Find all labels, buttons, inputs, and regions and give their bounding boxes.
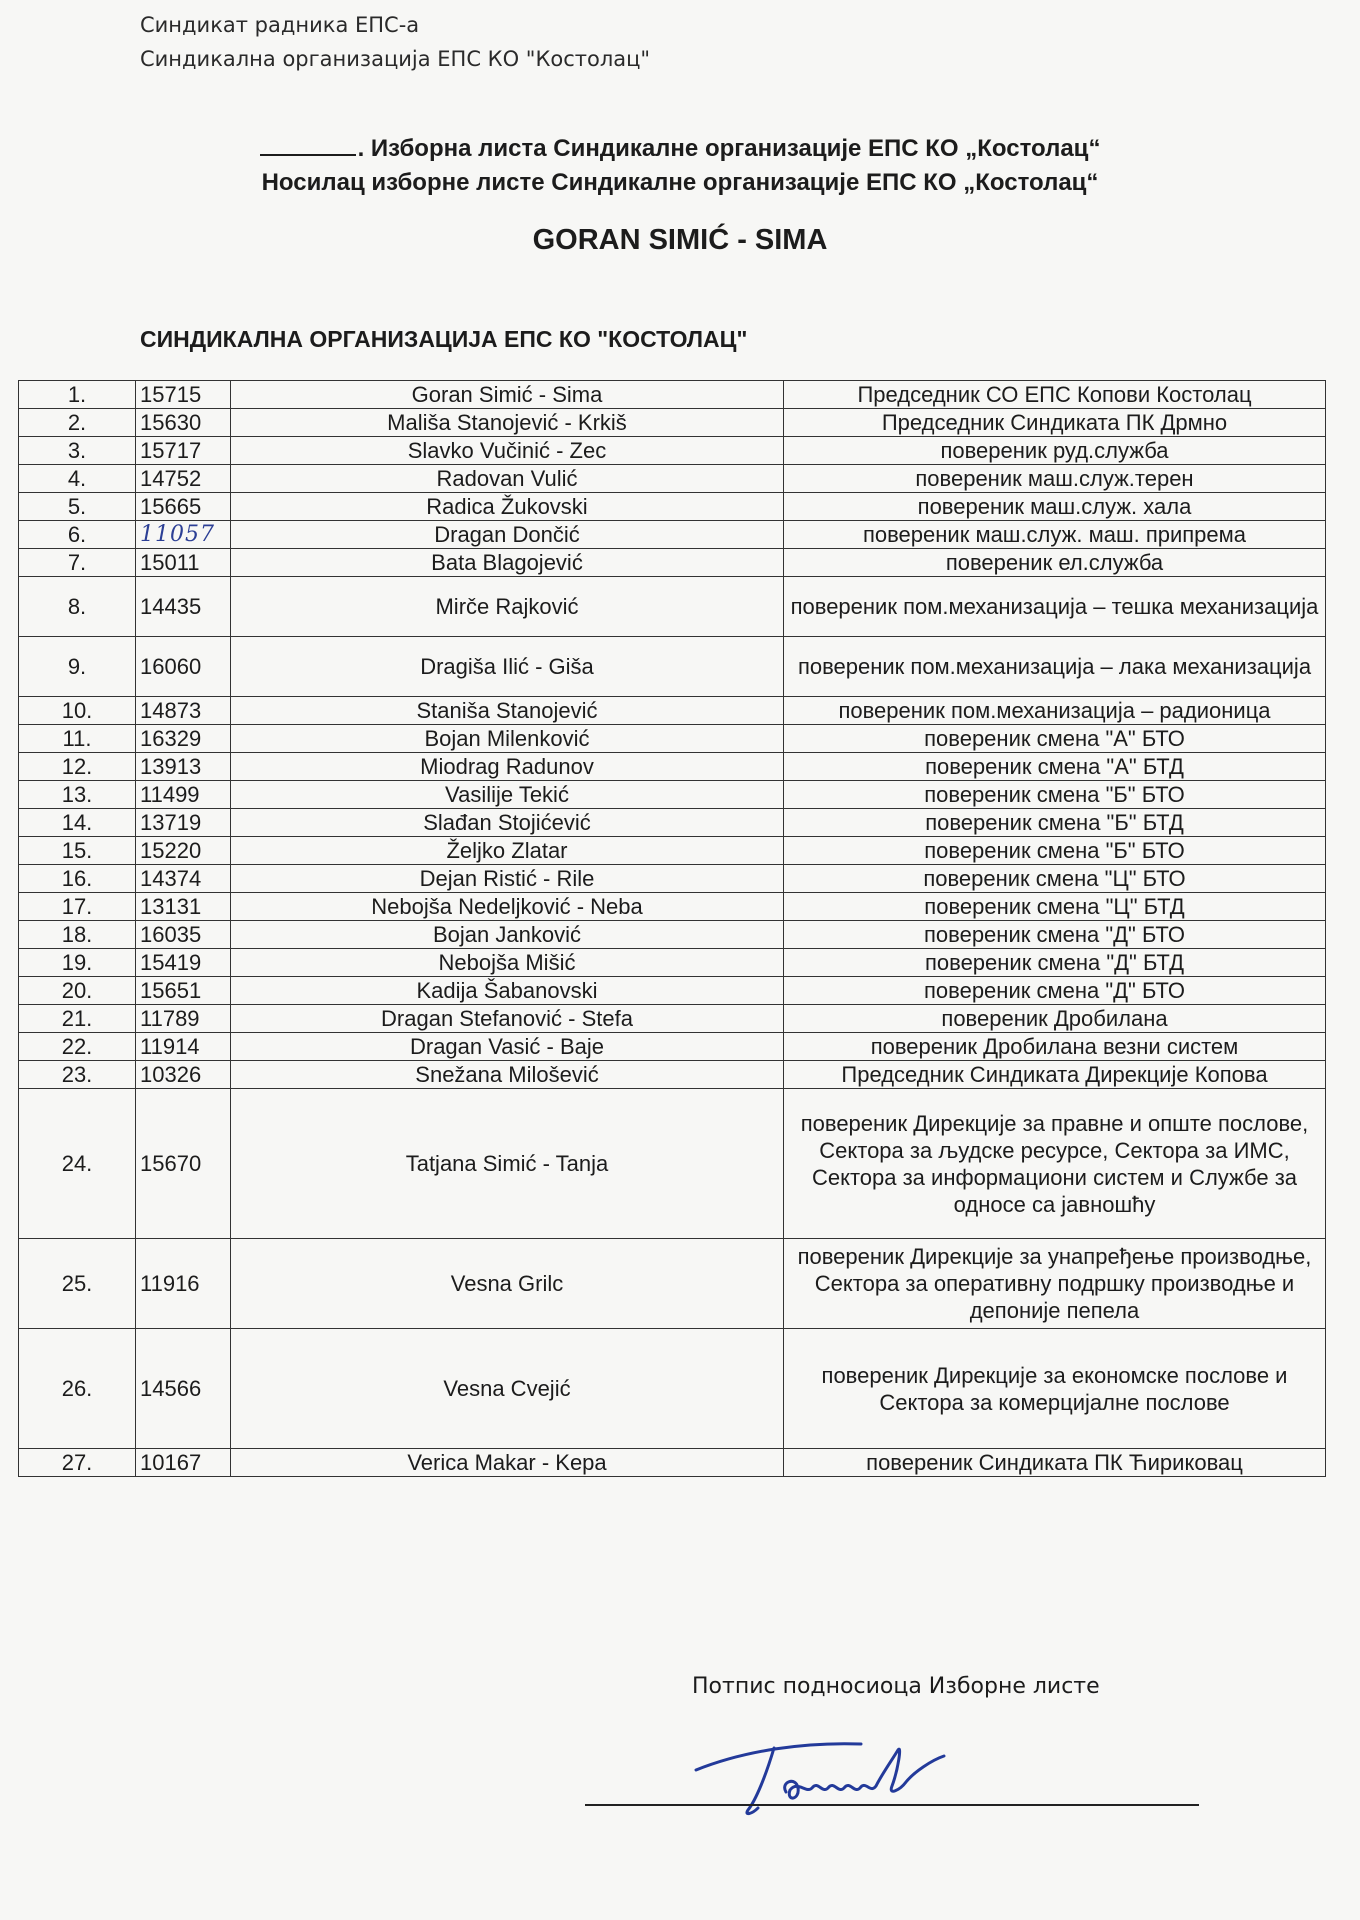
candidate-name: Vasilije Tekić bbox=[231, 781, 784, 809]
member-id: 15220 bbox=[136, 837, 231, 865]
member-id: 15715 bbox=[136, 381, 231, 409]
candidate-name: Vesna Cvejić bbox=[231, 1329, 784, 1449]
list-holder-name: GORAN SIMIĆ - SIMA bbox=[532, 224, 828, 256]
table-row bbox=[19, 637, 1326, 697]
candidate-name: Goran Simić - Sima bbox=[231, 381, 784, 409]
row-number: 6. bbox=[19, 521, 136, 549]
candidate-name: Željko Zlatar bbox=[231, 837, 784, 865]
row-number: 11. bbox=[19, 725, 136, 753]
row-number: 23. bbox=[19, 1061, 136, 1089]
row-number: 8. bbox=[19, 577, 136, 637]
candidate-role: повереник смена "Д" БТО bbox=[784, 977, 1326, 1005]
table-row bbox=[19, 465, 1326, 493]
candidate-role: Председник Синдиката ПК Дрмно bbox=[784, 409, 1326, 437]
row-number: 9. bbox=[19, 637, 136, 697]
row-number: 4. bbox=[19, 465, 136, 493]
row-number: 15. bbox=[19, 837, 136, 865]
member-id: 11499 bbox=[136, 781, 231, 809]
row-number: 13. bbox=[19, 781, 136, 809]
member-id: 15651 bbox=[136, 977, 231, 1005]
table-row bbox=[19, 549, 1326, 577]
candidate-role: повереник смена "А" БТД bbox=[784, 753, 1326, 781]
member-id: 15419 bbox=[136, 949, 231, 977]
member-id: 16329 bbox=[136, 725, 231, 753]
table-row bbox=[19, 577, 1326, 637]
member-id: 15630 bbox=[136, 409, 231, 437]
member-id: 14752 bbox=[136, 465, 231, 493]
candidate-role: повереник смена "Д" БТО bbox=[784, 921, 1326, 949]
member-id: 11057 bbox=[136, 521, 231, 549]
candidate-role: повереник Дробилана везни систем bbox=[784, 1033, 1326, 1061]
row-number: 26. bbox=[19, 1329, 136, 1449]
candidate-role: повереник пом.механизација – лака механизација bbox=[784, 637, 1326, 697]
row-number: 27. bbox=[19, 1449, 136, 1477]
candidate-name: Mališa Stanojević - Krkiš bbox=[231, 409, 784, 437]
table-row bbox=[19, 1329, 1326, 1449]
candidate-role: повереник смена "Б" БТД bbox=[784, 809, 1326, 837]
candidate-role: повереник смена "А" БТО bbox=[784, 725, 1326, 753]
organization-subtitle: Синдикална организација ЕПС КО "Костолац" bbox=[140, 47, 651, 71]
row-number: 24. bbox=[19, 1089, 136, 1239]
candidate-role: повереник смена "Б" БТО bbox=[784, 837, 1326, 865]
table-row bbox=[19, 949, 1326, 977]
candidate-name: Staniša Stanojević bbox=[231, 697, 784, 725]
member-id: 15670 bbox=[136, 1089, 231, 1239]
list-number-blank bbox=[260, 134, 356, 156]
row-number: 7. bbox=[19, 549, 136, 577]
table-row bbox=[19, 697, 1326, 725]
member-id: 11789 bbox=[136, 1005, 231, 1033]
candidate-name: Slavko Vučinić - Zec bbox=[231, 437, 784, 465]
candidate-name: Dragan Stefanović - Stefa bbox=[231, 1005, 784, 1033]
table-row bbox=[19, 865, 1326, 893]
table-row bbox=[19, 753, 1326, 781]
member-id: 11916 bbox=[136, 1239, 231, 1329]
candidate-name: Tatjana Simić - Tanja bbox=[231, 1089, 784, 1239]
candidate-role: повереник ел.служба bbox=[784, 549, 1326, 577]
row-number: 10. bbox=[19, 697, 136, 725]
candidate-name: Dejan Ristić - Rile bbox=[231, 865, 784, 893]
table-row bbox=[19, 809, 1326, 837]
member-id: 14566 bbox=[136, 1329, 231, 1449]
candidate-role: Председник Синдиката Дирекције Копова bbox=[784, 1061, 1326, 1089]
candidate-role: повереник Дирекције за правне и опште послове, Сектора за људске ресурсе, Сектора за ИМС, Сектора за информациони систем и Службе за односе са јавношћу bbox=[784, 1089, 1326, 1239]
table-row bbox=[19, 921, 1326, 949]
member-id: 13719 bbox=[136, 809, 231, 837]
member-id: 15665 bbox=[136, 493, 231, 521]
organization-heading: СИНДИКАЛНА ОРГАНИЗАЦИЈА ЕПС КО "КОСТОЛАЦ" bbox=[140, 326, 748, 352]
candidate-name: Radica Žukovski bbox=[231, 493, 784, 521]
table-row bbox=[19, 409, 1326, 437]
candidate-role: повереник смена "Ц" БТО bbox=[784, 865, 1326, 893]
table-row bbox=[19, 893, 1326, 921]
candidate-name: Kadija Šabanovski bbox=[231, 977, 784, 1005]
member-id: 16060 bbox=[136, 637, 231, 697]
candidate-name: Bata Blagojević bbox=[231, 549, 784, 577]
candidate-name: Miodrag Radunov bbox=[231, 753, 784, 781]
row-number: 5. bbox=[19, 493, 136, 521]
candidate-name: Mirče Rajković bbox=[231, 577, 784, 637]
member-id: 16035 bbox=[136, 921, 231, 949]
member-id: 11914 bbox=[136, 1033, 231, 1061]
member-id: 13913 bbox=[136, 753, 231, 781]
table-row bbox=[19, 725, 1326, 753]
candidate-role: повереник маш.служ. хала bbox=[784, 493, 1326, 521]
candidate-role: повереник пом.механизација – радионица bbox=[784, 697, 1326, 725]
candidate-role: Председник СО ЕПС Копови Костолац bbox=[784, 381, 1326, 409]
candidate-name: Bojan Janković bbox=[231, 921, 784, 949]
table-row bbox=[19, 977, 1326, 1005]
candidate-role: повереник Дирекције за унапређење производње, Сектора за оперативну подршку производње и депоније пепела bbox=[784, 1239, 1326, 1329]
member-id: 14435 bbox=[136, 577, 231, 637]
candidate-name: Nebojša Nedeljković - Neba bbox=[231, 893, 784, 921]
table-row bbox=[19, 1061, 1326, 1089]
candidate-role: повереник пом.механизација – тешка механизација bbox=[784, 577, 1326, 637]
row-number: 17. bbox=[19, 893, 136, 921]
row-number: 2. bbox=[19, 409, 136, 437]
candidate-role: повереник Дробилана bbox=[784, 1005, 1326, 1033]
row-number: 3. bbox=[19, 437, 136, 465]
table-row bbox=[19, 381, 1326, 409]
table-row bbox=[19, 1089, 1326, 1239]
candidate-name: Radovan Vulić bbox=[231, 465, 784, 493]
document-title bbox=[0, 132, 1360, 200]
row-number: 22. bbox=[19, 1033, 136, 1061]
document-header bbox=[140, 8, 650, 76]
candidate-name: Nebojša Mišić bbox=[231, 949, 784, 977]
candidate-name: Dragiša Ilić - Giša bbox=[231, 637, 784, 697]
title-line-1: . Изборна листа Синдикалне организације ЕПС КО „Костолац“ bbox=[357, 135, 1101, 162]
candidate-role: повереник смена "Б" БТО bbox=[784, 781, 1326, 809]
table-row bbox=[19, 781, 1326, 809]
candidate-table bbox=[18, 380, 1326, 1477]
candidate-role: повереник Синдиката ПК Ћириковац bbox=[784, 1449, 1326, 1477]
candidate-table-body bbox=[19, 381, 1326, 1477]
signature-line bbox=[585, 1804, 1199, 1806]
table-row bbox=[19, 521, 1326, 549]
table-row bbox=[19, 437, 1326, 465]
candidate-name: Vesna Grilc bbox=[231, 1239, 784, 1329]
table-row bbox=[19, 837, 1326, 865]
member-id: 14873 bbox=[136, 697, 231, 725]
row-number: 21. bbox=[19, 1005, 136, 1033]
table-row bbox=[19, 1449, 1326, 1477]
table-row bbox=[19, 1005, 1326, 1033]
row-number: 14. bbox=[19, 809, 136, 837]
candidate-name: Snežana Milošević bbox=[231, 1061, 784, 1089]
member-id: 15011 bbox=[136, 549, 231, 577]
member-id: 10167 bbox=[136, 1449, 231, 1477]
candidate-role: повереник маш.служ.терен bbox=[784, 465, 1326, 493]
candidate-role: повереник смена "Ц" БТД bbox=[784, 893, 1326, 921]
candidate-name: Bojan Milenković bbox=[231, 725, 784, 753]
candidate-role: повереник руд.служба bbox=[784, 437, 1326, 465]
handwritten-signature bbox=[686, 1730, 1016, 1840]
member-id: 15717 bbox=[136, 437, 231, 465]
candidate-role: повереник Дирекције за економске послове и Сектора за комерцијалне послове bbox=[784, 1329, 1326, 1449]
candidate-name: Verica Makar - Kepa bbox=[231, 1449, 784, 1477]
row-number: 1. bbox=[19, 381, 136, 409]
row-number: 18. bbox=[19, 921, 136, 949]
table-row bbox=[19, 1239, 1326, 1329]
title-line-2: Носилац изборне листе Синдикалне организације ЕПС КО „Костолац“ bbox=[261, 169, 1099, 196]
row-number: 19. bbox=[19, 949, 136, 977]
table-row bbox=[19, 1033, 1326, 1061]
table-row bbox=[19, 493, 1326, 521]
candidate-name: Dragan Dončić bbox=[231, 521, 784, 549]
candidate-name: Dragan Vasić - Baje bbox=[231, 1033, 784, 1061]
member-id: 13131 bbox=[136, 893, 231, 921]
candidate-role: повереник маш.служ. маш. припрема bbox=[784, 521, 1326, 549]
member-id: 10326 bbox=[136, 1061, 231, 1089]
signature-label: Потпис подносиоца Изборне листе bbox=[692, 1674, 1100, 1699]
candidate-role: повереник смена "Д" БТД bbox=[784, 949, 1326, 977]
candidate-name: Slađan Stojićević bbox=[231, 809, 784, 837]
union-name: Синдикат радника ЕПС-а bbox=[140, 13, 420, 37]
member-id: 14374 bbox=[136, 865, 231, 893]
row-number: 12. bbox=[19, 753, 136, 781]
row-number: 20. bbox=[19, 977, 136, 1005]
row-number: 25. bbox=[19, 1239, 136, 1329]
row-number: 16. bbox=[19, 865, 136, 893]
